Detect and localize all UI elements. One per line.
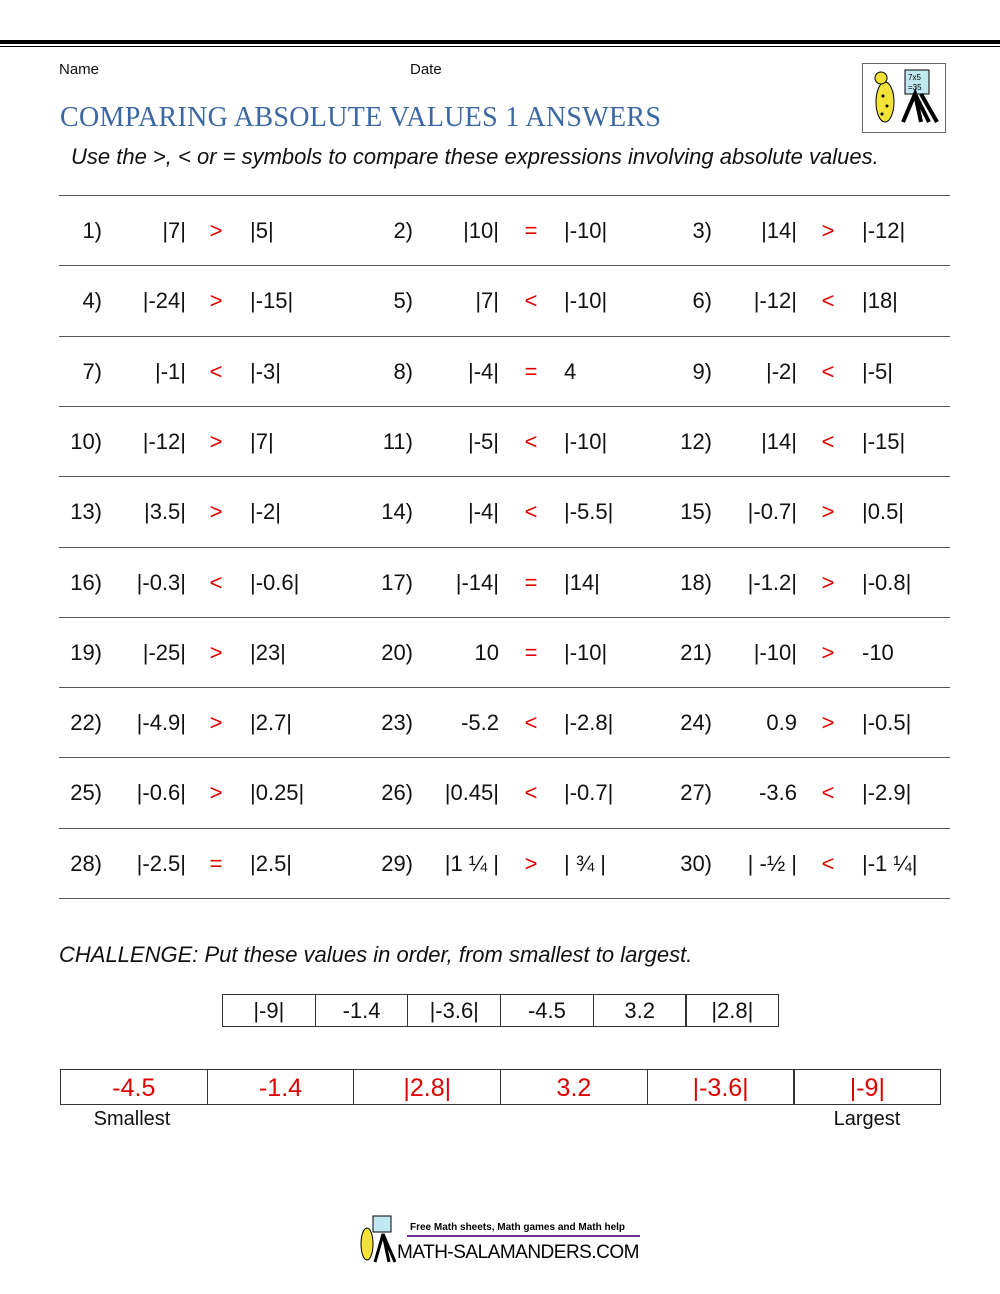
problem-number: 5) [393,288,413,314]
answer-symbol: > [209,288,223,314]
problem-number: 8) [393,358,413,384]
answer-symbol: > [209,780,223,806]
problem-left-expression: |14| [761,218,797,243]
problem-number: 2) [393,218,413,243]
answer-cell: |2.8| [353,1069,501,1105]
answer-cell: -1.4 [207,1069,355,1105]
problem-left-expression: 10 [474,639,499,665]
answer-cell: |-3.6| [647,1069,795,1105]
answer-symbol: < [524,780,538,806]
problem-right-expression: |5| [250,218,274,243]
problem-left-expression: |-1.2| [747,569,797,595]
instructions: Use the >, < or = symbols to compare these expressions involving absolute values. [71,144,879,169]
problem-right-expression: |23| [250,639,286,665]
row-divider [59,757,950,758]
problem-right-expression: |-5| [862,358,893,384]
problem-number: 19) [70,639,102,665]
svg-text:7x5: 7x5 [908,73,921,82]
answer-cell: 3.2 [500,1069,648,1105]
problem-left-expression: |-0.7| [747,499,797,525]
problem-number: 11) [382,428,413,454]
answer-symbol: > [821,569,835,595]
problem-number: 26) [381,780,413,806]
problem-left-expression: |-4.9| [136,710,186,736]
problem-right-expression: |0.5| [862,499,905,525]
problem-left-expression: |-24| [142,288,186,314]
problem-left-expression: -3.6 [759,780,797,806]
problem-right-expression: |-10| [564,428,608,454]
answer-symbol: < [821,358,835,384]
problem-right-expression: |-2| [250,499,281,525]
challenge-value-cell: 3.2 [593,994,687,1027]
top-rule [0,40,1000,44]
row-divider [59,406,950,407]
problem-number: 13) [70,499,102,525]
row-divider [59,336,950,337]
answer-symbol: > [209,710,223,736]
problem-number: 16) [70,569,102,595]
problem-right-expression: |-0.7| [564,780,614,806]
problem-right-expression: |-0.6| [250,569,300,595]
answer-symbol: < [821,428,835,454]
problem-right-expression: | ¾ | [564,850,607,876]
problem-number: 29) [381,850,413,876]
problem-number: 6) [692,288,712,314]
problem-right-expression: |-2.9| [862,780,912,806]
answer-symbol: < [524,499,538,525]
problem-right-expression: |-0.8| [862,569,912,595]
problem-number: 28) [70,850,102,876]
problem-number: 1) [82,218,102,243]
problem-left-expression: |7| [162,218,186,243]
problem-right-expression: |-15| [250,288,294,314]
answer-symbol: < [821,288,835,314]
answer-symbol: = [524,639,538,665]
problem-left-expression: |7| [475,288,499,314]
problem-left-expression: |-4| [468,358,499,384]
problem-number: 4) [82,288,102,314]
problem-number: 20) [381,639,413,665]
problem-left-expression: 0.9 [766,710,797,736]
problem-number: 22) [70,710,102,736]
answer-symbol: > [821,639,835,665]
challenge-value-cell: |-3.6| [407,994,501,1027]
problem-left-expression: |-0.3| [136,569,186,595]
problem-number: 17) [381,569,413,595]
answer-symbol: = [524,358,538,384]
problem-left-expression: -5.2 [461,710,499,736]
problem-number: 3) [692,218,712,243]
challenge-value-cell: -1.4 [315,994,409,1027]
problem-left-expression: | -½ | [747,850,797,876]
answer-symbol: > [821,499,835,525]
challenge-value-cell: |2.8| [686,994,780,1027]
date-label: Date [410,61,442,78]
row-divider [59,898,950,899]
problem-number: 21) [680,639,712,665]
problem-right-expression: |-15| [862,428,906,454]
problem-number: 12) [680,428,712,454]
answer-symbol: > [209,639,223,665]
problem-left-expression: |10| [463,218,499,243]
name-label: Name [59,61,100,78]
problem-left-expression: |14| [761,428,797,454]
problem-left-expression: |0.45| [444,780,499,806]
row-divider [59,265,950,266]
svg-text:=35: =35 [908,83,922,92]
answer-symbol: < [209,358,223,384]
problem-right-expression: 4 [564,358,577,384]
problem-number: 30) [680,850,712,876]
footer-logo [355,1214,645,1266]
answer-symbol: > [209,218,223,243]
problem-right-expression: |-3| [250,358,281,384]
problem-right-expression: |0.25| [250,780,305,806]
problem-number: 18) [680,569,712,595]
challenge-value-cell: -4.5 [500,994,594,1027]
problem-number: 10) [70,428,102,454]
problem-left-expression: |-25| [142,639,186,665]
answer-symbol: < [524,288,538,314]
answer-symbol: > [524,850,538,876]
answer-symbol: > [821,218,835,243]
problem-right-expression: |2.7| [250,710,293,736]
problem-right-expression: -10 [862,639,894,665]
problem-right-expression: |-12| [862,218,906,243]
problem-right-expression: |-0.5| [862,710,912,736]
largest-label: Largest [833,1108,901,1130]
problem-left-expression: |-14| [455,569,499,595]
problem-number: 24) [680,710,712,736]
problem-left-expression: |-2| [766,358,797,384]
answer-symbol: = [524,218,538,243]
footer-tagline: Free Math sheets, Math games and Math help [410,1222,626,1233]
challenge-value-cell: |-9| [222,994,316,1027]
answer-symbol: < [524,710,538,736]
answer-cell: |-9| [794,1069,942,1105]
problem-right-expression: |18| [862,288,898,314]
top-rule-thin [0,46,1000,47]
problem-left-expression: |-12| [753,288,797,314]
salamander-logo [862,63,946,133]
problem-number: 7) [82,358,102,384]
problem-number: 9) [692,358,712,384]
problem-right-expression: |7| [250,428,274,454]
problem-left-expression: |-4| [468,499,499,525]
answer-symbol: = [209,850,223,876]
problem-right-expression: |-1 ¼| [862,850,918,876]
problem-right-expression: |14| [564,569,600,595]
problem-number: 15) [680,499,712,525]
answer-symbol: < [524,428,538,454]
row-divider [59,476,950,477]
row-divider [59,617,950,618]
row-divider [59,547,950,548]
row-divider [59,687,950,688]
problem-right-expression: |-2.8| [564,710,614,736]
problem-right-expression: |2.5| [250,850,293,876]
problem-left-expression: |-12| [142,428,186,454]
challenge-prompt: CHALLENGE: Put these values in order, from smallest to largest. [59,942,693,967]
problem-left-expression: |-5| [468,428,499,454]
row-divider [59,195,950,196]
answer-symbol: < [821,780,835,806]
problem-left-expression: |-0.6| [136,780,186,806]
footer-site: MATH-SALAMANDERS.COM [397,1242,639,1263]
answer-symbol: < [209,569,223,595]
answer-cell: -4.5 [60,1069,208,1105]
problem-number: 14) [381,499,413,525]
problem-right-expression: |-5.5| [564,499,614,525]
problem-right-expression: |-10| [564,218,608,243]
row-divider [59,828,950,829]
problem-number: 23) [381,710,413,736]
page-title: COMPARING ABSOLUTE VALUES 1 ANSWERS [60,102,662,133]
problem-left-expression: |-2.5| [136,850,186,876]
answer-symbol: > [209,499,223,525]
problem-right-expression: |-10| [564,639,608,665]
problem-left-expression: |3.5| [143,499,186,525]
problem-left-expression: |1 ¼ | [444,850,499,876]
problem-left-expression: |-1| [155,358,186,384]
problem-right-expression: |-10| [564,288,608,314]
answer-symbol: = [524,569,538,595]
answer-symbol: > [209,428,223,454]
answer-symbol: < [821,850,835,876]
problem-number: 25) [70,780,102,806]
problem-left-expression: |-10| [753,639,797,665]
answer-symbol: > [821,710,835,736]
smallest-label: Smallest [93,1108,171,1130]
problem-number: 27) [680,780,712,806]
